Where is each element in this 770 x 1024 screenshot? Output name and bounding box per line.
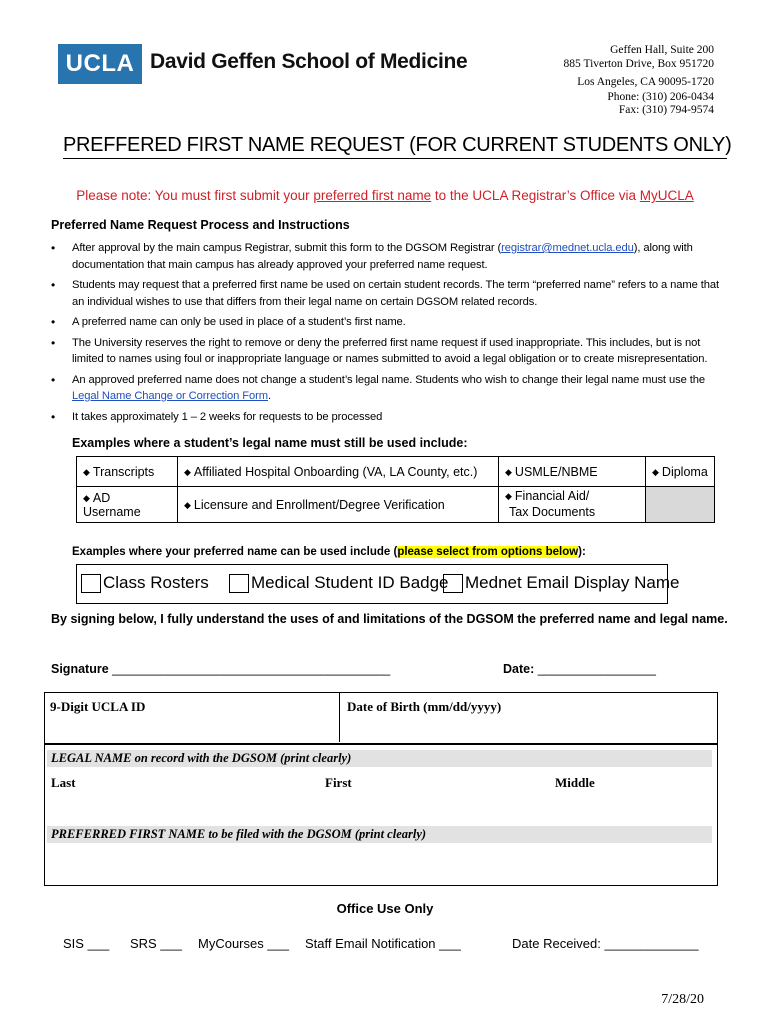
legal-examples-heading: Examples where a student’s legal name must still be used include:	[72, 436, 468, 450]
table-cell	[178, 487, 499, 523]
select-options-highlight: please select from options below	[397, 546, 579, 558]
acknowledgement-text: By signing below, I fully understand the uses of and limitations of the DGSOM the preferred name and legal name.	[51, 612, 728, 626]
srs-field: SRS ___	[130, 936, 183, 951]
cell-text: Tax Documents	[509, 505, 596, 519]
address-line-3: Los Angeles, CA 90095-1720	[577, 76, 714, 88]
instruction-item	[51, 372, 731, 405]
phone: Phone: (310) 206-0434	[607, 91, 714, 103]
instructions-list	[51, 240, 731, 429]
instruction-item: • It takes approximately 1 – 2 weeks for requests to be processed	[51, 409, 731, 426]
ucla-id-input[interactable]	[46, 716, 336, 740]
legal-examples-table	[76, 456, 715, 523]
date-label: Date:	[503, 662, 535, 676]
heading-text: Examples where your preferred name can be used include (	[72, 546, 398, 558]
instruction-text: .	[268, 390, 272, 402]
legal-name-heading: LEGAL NAME on record with the DGSOM (print clearly)	[51, 751, 352, 765]
option-id-badge[interactable]	[229, 573, 449, 593]
diamond-bullet-icon: ◆	[184, 466, 191, 477]
option-class-rosters[interactable]	[81, 573, 209, 593]
table-cell	[499, 487, 646, 523]
mednet-email-checkbox[interactable]	[443, 574, 463, 593]
myucla-link[interactable]: MyUCLA	[639, 188, 694, 203]
instruction-text: An approved preferred name does not change a student’s legal name. Students who wish to change their legal name must use the	[72, 373, 705, 386]
diamond-bullet-icon: ◆	[505, 491, 512, 501]
notice-middle: to the UCLA Registrar’s Office via	[431, 188, 640, 203]
staff-email-field: Staff Email Notification ___	[305, 936, 461, 951]
address-line-2: 885 Tiverton Drive, Box 951720	[563, 58, 714, 70]
notice-prefix: Please note: You must first submit your	[76, 188, 314, 203]
school-name: David Geffen School of Medicine	[150, 50, 468, 73]
signature-date-field[interactable]	[503, 662, 656, 676]
cell-text: Transcripts	[92, 464, 155, 479]
cell-text: Affiliated Hospital Onboarding (VA, LA County, etc.)	[193, 464, 478, 479]
instruction-text: ), along with documentation that main campus has already approved your preferred name request.	[72, 242, 693, 271]
empty-cell	[646, 487, 715, 523]
address-line-1: Geffen Hall, Suite 200	[610, 44, 714, 56]
table-cell	[499, 457, 646, 487]
table-cell	[646, 457, 715, 487]
instruction-item: • The University reserves the right to remove or deny the preferred first name request if used inappropriate. This includes, but is not limited to names using foul or inappropriate language or names submitted to avoid a legal obligation or to create misrepresentation.	[51, 335, 731, 368]
class-rosters-checkbox[interactable]	[81, 574, 101, 593]
cell-text: Financial Aid/	[514, 489, 590, 503]
date-received-field: Date Received: _____________	[512, 936, 699, 951]
office-use-heading: Office Use Only	[336, 901, 434, 916]
diamond-bullet-icon: ◆	[184, 499, 191, 510]
signature-line[interactable]: ________________________________________	[108, 662, 391, 676]
last-name-label: Last	[51, 775, 76, 790]
preferred-name-heading: PREFERRED FIRST NAME to be filed with the DGSOM (print clearly)	[51, 827, 427, 841]
revision-date: 7/28/20	[661, 992, 704, 1007]
title-divider	[63, 158, 727, 159]
process-heading: Preferred Name Request Process and Instructions	[51, 218, 350, 232]
preferred-first-name-link[interactable]: preferred first name	[313, 188, 432, 203]
id-dob-divider	[339, 692, 340, 742]
option-label: Mednet Email Display Name	[465, 573, 680, 592]
preferred-name-input[interactable]	[47, 846, 712, 880]
option-label: Class Rosters	[103, 573, 209, 592]
cell-text: AD Username	[83, 490, 141, 519]
diamond-bullet-icon: ◆	[83, 466, 90, 477]
middle-name-label: Middle	[555, 775, 595, 790]
ucla-logo	[58, 44, 142, 84]
heading-text: ):	[578, 546, 586, 558]
id-badge-checkbox[interactable]	[229, 574, 249, 593]
instruction-item: • Students may request that a preferred first name be used on certain student records. The term “preferred name” refers to a name that an individual wishes to use that differs from their legal name on certain DGSOM related records.	[51, 277, 731, 310]
sis-field: SIS ___	[63, 936, 110, 951]
legal-name-change-form-link[interactable]: Legal Name Change or Correction Form	[72, 390, 268, 402]
cell-text: USMLE/NBME	[514, 464, 598, 479]
option-label: Medical Student ID Badge	[251, 573, 449, 592]
option-mednet-email[interactable]	[443, 573, 679, 593]
logo-text: UCLA	[65, 50, 135, 77]
dob-input[interactable]	[343, 716, 713, 740]
mycourses-field: MyCourses ___	[198, 936, 290, 951]
table-cell	[178, 457, 499, 487]
form-title: PREFFERED FIRST NAME REQUEST (FOR CURRENT STUDENTS ONLY)	[63, 134, 732, 156]
legal-name-input[interactable]	[47, 792, 712, 822]
table-cell	[77, 457, 178, 487]
cell-text: Licensure and Enrollment/Degree Verification	[193, 497, 445, 512]
fax: Fax: (310) 794-9574	[618, 104, 714, 116]
diamond-bullet-icon: ◆	[652, 466, 659, 477]
cell-text: Diploma	[661, 464, 708, 479]
first-name-label: First	[325, 775, 352, 790]
instruction-item	[51, 240, 731, 273]
preferred-examples-heading	[72, 546, 586, 558]
signature-label: Signature	[51, 662, 109, 676]
registrar-email-link[interactable]: registrar@mednet.ucla.edu	[501, 242, 634, 254]
instruction-item: • A preferred name can only be used in place of a student’s first name.	[51, 314, 731, 331]
registrar-notice	[0, 188, 770, 203]
table-cell	[77, 487, 178, 523]
ucla-id-label: 9-Digit UCLA ID	[50, 699, 146, 714]
instruction-text: After approval by the main campus Registrar, submit this form to the DGSOM Registrar (	[72, 242, 502, 254]
signature-field[interactable]	[51, 662, 390, 676]
dob-label: Date of Birth (mm/dd/yyyy)	[347, 699, 502, 714]
diamond-bullet-icon: ◆	[505, 466, 512, 477]
preferred-use-options	[76, 564, 680, 604]
date-line[interactable]: _________________	[534, 662, 656, 676]
diamond-bullet-icon: ◆	[83, 492, 90, 503]
